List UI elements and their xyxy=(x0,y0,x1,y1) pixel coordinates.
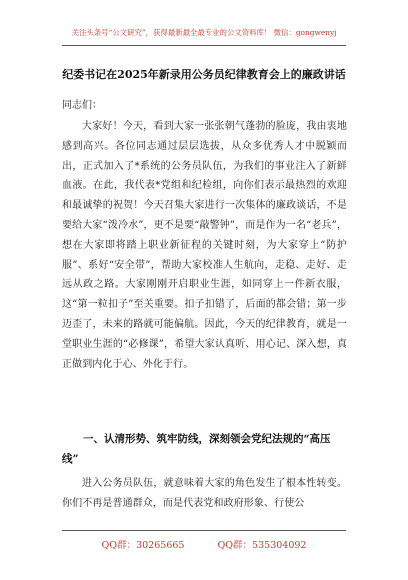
body-paragraph: 进入公务员队伍，就意味着大家的角色发生了根本性转变。你们不再是普通群众，而是代表党和政府形象、行使公 xyxy=(62,478,347,509)
body-paragraph: 大家好！今天，看到大家一张张朝气蓬勃的脸庞，我由衷地感到高兴。各位同志通过层层选拔，从众多优秀人才中脱颖而出，正式加入了*系统的公务员队伍，为我们的事业注入了新鲜血液。在此，我代表*党组和纪检组，向你们表示最热烈的欢迎和最诚挚的祝贺！今天召集大家进行一次集体的廉政谈话，不是要给大家“泼冷水”，更不是要“敲警钟”，而是作为一名“老兵”，想在大家即将踏上职业新征程的关键时刻，为大家穿上“防护服”、系好“安全带”，帮助大家校准人生航向，走稳、走好、走远从政之路。大家刚刚开启职业生涯，如同穿上一件新衣服，这“第一粒扣子”至关重要。扣子扣错了，后面的都会错；第一步迈歪了，未来的路就可能偏航。因此，今天的纪律教育，就是一堂职业生涯的“必修课”，希望大家认真听、用心记、深入想，真正做到内化于心、外化于行。 xyxy=(62,121,347,370)
document-title: 纪委书记在2025年新录用公务员纪律教育会上的廉政讲话 xyxy=(62,68,346,81)
footer-divider xyxy=(62,530,346,531)
section-heading: 一、认清形势、筑牢防线，深刻领会党纪法规的“高压线” xyxy=(62,433,331,465)
header-promo-note: 关注头条号“公文研究”，获得最新最全最专业的公文资料库！ 微信：gongwenyj xyxy=(71,28,337,37)
footer-qq-group-1: QQ群：30265665 xyxy=(101,540,185,551)
salutation: 同志们： xyxy=(62,100,102,111)
footer-contact xyxy=(0,537,408,551)
header-divider xyxy=(62,45,346,46)
footer-qq-group-2: QQ群：535304092 xyxy=(217,540,307,551)
